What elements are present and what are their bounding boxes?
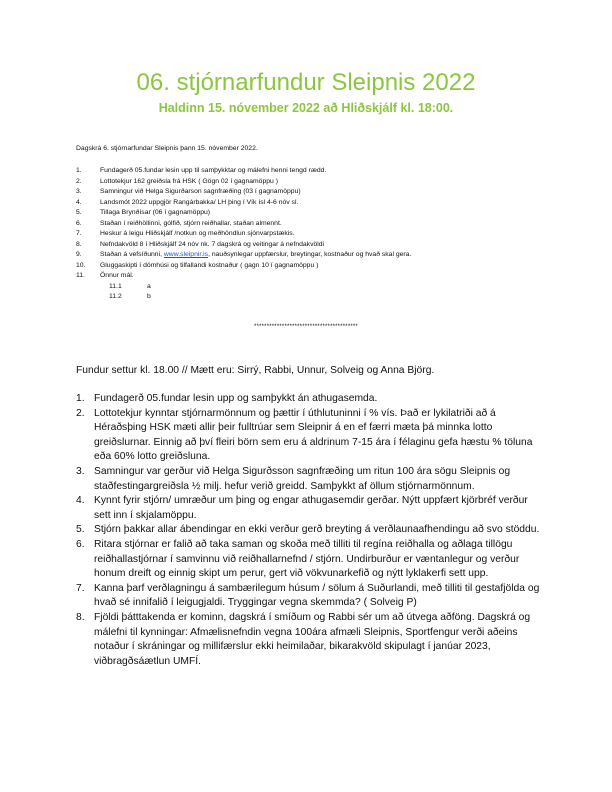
minutes-item — [76, 407, 546, 465]
minutes-item-number: 3. — [76, 465, 85, 477]
agenda-item — [76, 187, 556, 198]
minutes-item-text: Samningur var gerður við Helga Sigurðsson sagnfræðing um ritun 100 ára sögu Sleipnis og staðfestingargreiðsla ½ milj. hefur verið greidd. Samþykkt af öllum stjórnarmönnum. — [94, 465, 511, 492]
agenda-sub-item-number: 11.2 — [109, 293, 122, 300]
agenda-item-number: 7. — [76, 230, 82, 237]
minutes-item — [76, 538, 546, 582]
minutes-item — [76, 392, 546, 407]
minutes-item-text: Ritara stjórnar er falið að taka saman og skoða með tilliti til regína reiðhalla og aðlaga tillögu reiðhallastjórnar í samvinnu við reiðhallarnefnd / stjórn. Undirburður er væntanlegur og verður honum dreift og einnig skipt um perur, gert við vökvunarkefið og nýtt lyklakerfi sett upp. — [94, 538, 520, 580]
minutes-item-number: 8. — [76, 611, 85, 623]
agenda-item-text: Staðan í reiðhöllinni, gólfið, stjórn reiðhallar, staðan almennt. — [100, 219, 282, 227]
agenda-sub-item-text: a — [147, 282, 151, 290]
agenda-item-text: Samningur við Helga Sigurðarson sagnfræðing (03 í gagnamöppu) — [100, 188, 301, 195]
agenda-item — [76, 208, 556, 219]
agenda-item-number: 11. — [76, 272, 85, 279]
agenda-item — [76, 166, 556, 177]
agenda-item — [76, 261, 556, 272]
minutes-item-text: Lottotekjur kynntar stjórnarmönnum og þættir í úthlutuninni í % vís. Það er lykilatriði að á Héraðsþing HSK mæti allir þeir fulltrúar sem Sleipnir á en ef færri mæta þá minnka lotto greiðslurnar. Einnig að því fleiri börn sem eru á aldrinum 7-15 ára í félaginu gefa hæstu % töluna eða 60% lotto greiðsluna. — [94, 407, 533, 463]
page-title: 06. stjórnarfundur Sleipnis 2022 — [136, 69, 476, 96]
agenda-item-text: , nauðsynlegar uppfærslur, breytingar, kostnaður og hvað skal gera. — [208, 251, 412, 258]
meeting-attendance: Fundur settur kl. 18.00 // Mætt eru: Sirrý, Rabbi, Unnur, Solveig og Anna Björg. — [76, 365, 435, 376]
minutes-item-number: 7. — [76, 582, 85, 594]
minutes-item-number: 2. — [76, 407, 85, 419]
agenda-intro: Dagskrá 6. stjórnarfundar Sleipnis þann 15. nóvember 2022. — [76, 145, 258, 152]
agenda-sub-item — [76, 292, 556, 303]
minutes-item-number: 4. — [76, 495, 85, 507]
website-link[interactable]: www.sleipnir.is — [163, 251, 209, 258]
agenda-item-text: Staðan á vefsíðunni, — [100, 251, 164, 258]
minutes-item-number: 6. — [76, 538, 85, 550]
minutes-item-text: Kynnt fyrir stjórn/ umræður um þing og engar athugasemdir gerðar. Nýtt uppfært kjörbréf verður sett inn í skjalamöppu. — [94, 495, 528, 521]
minutes-item — [76, 523, 546, 538]
minutes-item-number: 1. — [76, 393, 85, 404]
agenda-item-text: Nefndakvöld 8 í Hliðskjálf 24 nóv nk. 7 dagskrá og veitingar á nefndakvöldi — [100, 240, 325, 248]
agenda-item — [76, 250, 556, 261]
minutes-item-text: Stjórn þakkar allar ábendingar en ekki verður gerð breyting á verðlaunaafhendingu að svo stöddu. — [94, 524, 540, 536]
agenda-item-text: Heskur á leigu Hliðskjálf /notkun og meðhöndlun sjónvarpstækis. — [100, 230, 295, 237]
agenda-item-number: 3. — [76, 188, 82, 195]
minutes-item — [76, 582, 546, 611]
minutes-item-text: Kanna þarf verðlagningu á sambærilegum húsum / sölum á Suðurlandi, með tilliti til gestafjölda og hvað sé innifalið í leigugjaldi. Tryggingar vegna skemmda? ( Solveig P) — [94, 582, 540, 609]
agenda-item-text: Landsmót 2022 uppgjör Rangárbakka/ LH þing í Vík ísl 4-6 nóv sl. — [100, 198, 299, 206]
agenda-sub-item — [76, 282, 556, 293]
agenda-item — [76, 177, 556, 188]
agenda-item-text: Lottotekjur 162 greiðsla frá HSK ( Gögn 02 í gagnamöppu ) — [100, 177, 278, 185]
minutes-item — [76, 611, 546, 669]
agenda-item-text: Fundagerð 05.fundar lesin upp til samþykktar og málefni henni tengd rædd. — [100, 167, 327, 174]
agenda-item-number: 4. — [76, 198, 82, 206]
minutes-item — [76, 494, 546, 523]
agenda-item-number: 9. — [76, 251, 82, 258]
agenda-item — [76, 271, 556, 282]
agenda-item — [76, 198, 556, 209]
page-subtitle: Haldinn 15. nóvember 2022 að Hliðskjálf kl. 18:00. — [158, 101, 454, 115]
agenda-item-number: 2. — [76, 177, 82, 185]
agenda-item-text: Önnur mál. — [100, 272, 134, 279]
agenda-item-number: 8. — [76, 240, 82, 248]
agenda-list — [76, 166, 556, 303]
agenda-item-text: Gluggaskipti í dómhúsi og tilfallandi kostnaður ( gagn 10 í gagnamöppu ) — [100, 261, 319, 269]
section-separator: ***************************************** — [254, 324, 358, 330]
agenda-item-number: 10. — [76, 261, 86, 269]
minutes-item-number: 5. — [76, 524, 85, 536]
minutes-list — [76, 392, 546, 669]
agenda-item-text: Tillaga Brynðísar (06 í gagnamöppu) — [100, 209, 211, 216]
agenda-item-number: 5. — [76, 209, 82, 216]
agenda-item — [76, 229, 556, 240]
minutes-item-text: Fjöldi þátttakenda er kominn, dagskrá í smíðum og Rabbi sér um að útvega aðföng. Dagskrá og málefni til kynningar: Afmælisnefndin vegna 100ára afmæli Sleipnis, Sportfengur verði aðeins notaður í skráningar og millifærslur ekki heimilaðar, bikarakvöld skipulagt í janúar 2023, viðbragðsáætlun UMFÍ. — [94, 611, 531, 667]
minutes-item — [76, 465, 546, 494]
agenda-item — [76, 240, 556, 251]
agenda-item-number: 6. — [76, 219, 82, 227]
agenda-item — [76, 219, 556, 230]
minutes-item-text: Fundagerð 05.fundar lesin upp og samþykkt án athugasemda. — [94, 393, 378, 404]
agenda-item-number: 1. — [76, 167, 82, 174]
agenda-sub-item-text: b — [147, 293, 151, 300]
agenda-sub-item-number: 11.1 — [109, 282, 122, 290]
